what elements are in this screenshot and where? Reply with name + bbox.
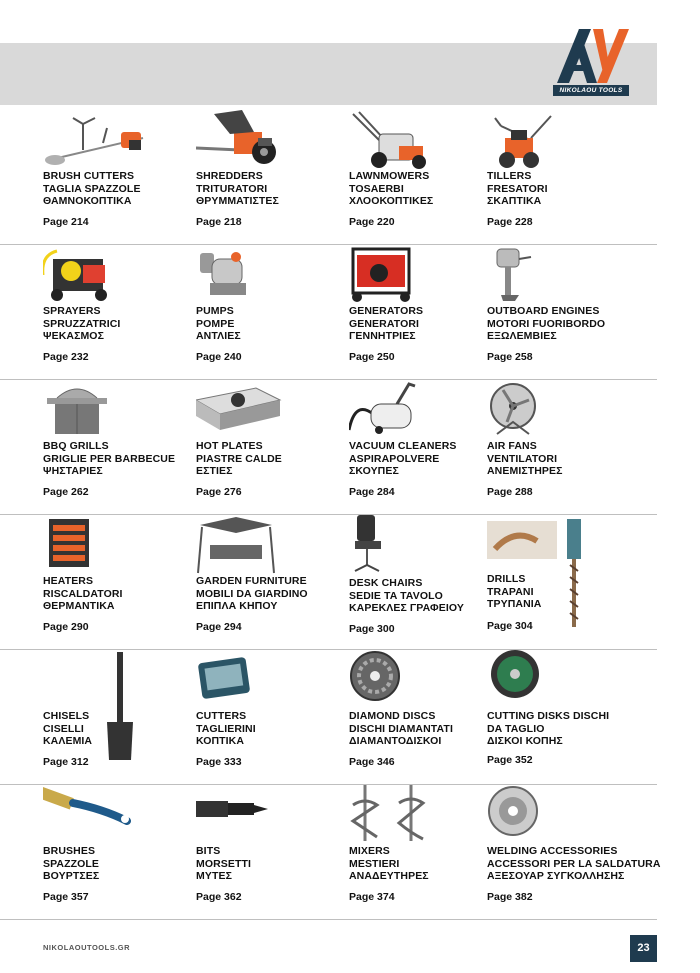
category-names — [487, 845, 667, 883]
name-it: MOBILI DA GIARDINO — [196, 587, 308, 600]
name-it: DISCHI DIAMANTATI — [349, 722, 453, 735]
page-reference: Page 362 — [196, 891, 242, 903]
bbq-grill-icon — [43, 380, 163, 440]
name-gr: ΓΕΝΝΗΤΡΙΕΣ — [349, 330, 416, 343]
name-gr: ΜΥΤΕΣ — [196, 870, 232, 883]
name-gr: ΘΡΥΜΜΑΤΙΣΤΕΣ — [196, 195, 279, 208]
name-it: ACCESSORI PER LA SALDATURA — [487, 857, 661, 870]
page-reference: Page 232 — [43, 351, 89, 363]
name-en: CHISELS — [43, 710, 90, 722]
category-names — [487, 440, 667, 478]
name-en: BRUSHES — [43, 845, 96, 857]
name-it: SPAZZOLE — [43, 857, 100, 870]
name-it: RISCALDATORI — [43, 587, 123, 600]
name-en: BBQ GRILLS — [43, 440, 109, 452]
pump-icon — [196, 245, 316, 305]
name-it: TRAPANI — [487, 585, 534, 598]
name-it: TRITURATORI — [196, 182, 268, 195]
name-it: TOSAERBI — [349, 182, 404, 195]
page-reference: Page 290 — [43, 621, 89, 633]
name-gr: ΒΟΥΡΤΣΕΣ — [43, 870, 100, 883]
name-it: GRIGLIE PER BARBECUE — [43, 452, 176, 465]
name-it: CISELLI — [43, 722, 84, 735]
wire-brush-icon — [43, 785, 163, 845]
page-number-badge: 23 — [630, 935, 657, 962]
garden-swing-icon — [196, 515, 316, 575]
air-fan-icon — [487, 380, 607, 440]
page-reference: Page 382 — [487, 891, 533, 903]
name-gr: ΚΑΛΕΜΙΑ — [43, 735, 93, 748]
name-it: TAGLIA SPAZZOLE — [43, 182, 141, 195]
name-en: GARDEN FURNITURE — [196, 575, 307, 587]
page-reference: Page 214 — [43, 216, 89, 228]
category-row — [0, 380, 657, 515]
name-en: MIXERS — [349, 845, 390, 857]
name-gr: ΨΗΣΤΑΡΙΕΣ — [43, 465, 103, 478]
name-it: GENERATORI — [349, 317, 420, 330]
name-en: SPRAYERS — [43, 305, 101, 317]
footer-website[interactable]: NIKOLAOUTOOLS.GR — [43, 943, 131, 952]
name-it: PIASTRE CALDE — [196, 452, 282, 465]
name-gr: ΑΞΕΣΟΥΑΡ ΣΥΓΚΟΛΛΗΣΗΣ — [487, 870, 625, 883]
name-en: SHREDDERS — [196, 170, 263, 182]
name-en: BITS — [196, 845, 221, 857]
page-reference: Page 357 — [43, 891, 89, 903]
category-row — [0, 785, 661, 920]
name-en: DESK CHAIRS — [349, 577, 423, 589]
name-gr: ΘΑΜΝΟΚΟΠΤΙΚΑ — [43, 195, 132, 208]
name-gr: ΑΝΑΔΕΥΤΗΡΕΣ — [349, 870, 429, 883]
page-reference: Page 312 — [43, 756, 89, 768]
name-it: MESTIERI — [349, 857, 400, 870]
name-en: LAWNMOWERS — [349, 170, 430, 182]
category-row — [0, 650, 657, 785]
name-gr: ΕΞΩΛΕΜΒΙΕΣ — [487, 330, 557, 343]
name-gr: ΑΝΕΜΙΣΤΗΡΕΣ — [487, 465, 563, 478]
name-it: SEDIE TA TAVOLO — [349, 589, 443, 602]
tiller-icon — [487, 110, 607, 170]
cutting-disc-icon — [487, 650, 607, 710]
name-gr: ΕΣΤΙΕΣ — [196, 465, 233, 478]
name-gr: ΣΚΟΥΠΕΣ — [349, 465, 399, 478]
outboard-engine-icon — [487, 245, 607, 305]
sprayer-icon — [43, 245, 163, 305]
page-reference: Page 374 — [349, 891, 395, 903]
category-names — [487, 573, 667, 611]
name-en: DIAMOND DISCS — [349, 710, 436, 722]
name-it: FRESATORI — [487, 182, 548, 195]
name-gr: ΔΙΑΜΑΝΤΟΔΙΣΚΟΙ — [349, 735, 442, 748]
page-reference: Page 300 — [349, 623, 395, 635]
diamond-disc-icon — [349, 650, 469, 710]
name-en: AIR FANS — [487, 440, 537, 452]
name-it: VENTILATORI — [487, 452, 558, 465]
name-en: BRUSH CUTTERS — [43, 170, 135, 182]
name-en: VACUUM CLEANERS — [349, 440, 457, 452]
desk-chair-icon — [349, 515, 469, 575]
category-row — [0, 245, 657, 380]
name-gr: ΕΠΙΠΛΑ ΚΗΠΟΥ — [196, 600, 278, 613]
name-gr: ΚΟΠΤΙΚΑ — [196, 735, 245, 748]
name-en: WELDING ACCESSORIES — [487, 845, 618, 857]
brand-logo — [553, 25, 629, 97]
page-reference: Page 220 — [349, 216, 395, 228]
mixer-paddle-icon — [349, 785, 469, 845]
cutter-set-icon — [196, 650, 316, 710]
name-en: HEATERS — [43, 575, 94, 587]
name-it: SPRUZZATRICI — [43, 317, 121, 330]
name-en: TILLERS — [487, 170, 532, 182]
category-names — [487, 305, 667, 343]
welding-wire-icon — [487, 785, 607, 845]
category-row — [0, 515, 657, 650]
page-reference: Page 284 — [349, 486, 395, 498]
page-reference: Page 304 — [487, 620, 533, 632]
category-names — [487, 710, 667, 748]
category-names — [487, 170, 667, 208]
page-reference: Page 333 — [196, 756, 242, 768]
generator-icon — [349, 245, 469, 305]
page-reference: Page 288 — [487, 486, 533, 498]
page-reference: Page 240 — [196, 351, 242, 363]
logo-mark-icon — [553, 25, 629, 85]
page-reference: Page 294 — [196, 621, 242, 633]
name-en: CUTTERS — [196, 710, 247, 722]
name-gr: ΧΛΟΟΚΟΠΤΙΚΕΣ — [349, 195, 434, 208]
page-reference: Page 250 — [349, 351, 395, 363]
name-en: DRILLS — [487, 573, 526, 585]
screwdriver-bit-icon — [196, 785, 316, 845]
page-reference: Page 276 — [196, 486, 242, 498]
heater-icon — [43, 515, 163, 575]
name-it: TAGLIERINI — [196, 722, 256, 735]
name-en: GENERATORS — [349, 305, 424, 317]
lawnmower-icon — [349, 110, 469, 170]
name-gr: ΨΕΚΑΣΜΟΣ — [43, 330, 104, 343]
name-it: MOTORI FUORIBORDO — [487, 317, 606, 330]
name-it: ASPIRAPOLVERE — [349, 452, 440, 465]
page-reference: Page 218 — [196, 216, 242, 228]
name-en: CUTTING DISKS DISCHI — [487, 710, 610, 722]
name-en: OUTBOARD ENGINES — [487, 305, 600, 317]
name-gr: ΘΕΡΜΑΝΤΙΚΑ — [43, 600, 115, 613]
name-en: HOT PLATES — [196, 440, 263, 452]
page-reference: Page 228 — [487, 216, 533, 228]
category-grid — [0, 110, 661, 920]
name-gr: ΔΙΣΚΟΙ ΚΟΠΗΣ — [487, 735, 563, 748]
brush-cutter-icon — [43, 110, 163, 170]
name-gr: ΤΡΥΠΑΝΙΑ — [487, 598, 542, 611]
category-row — [0, 110, 657, 245]
name-it: POMPE — [196, 317, 235, 330]
shredder-icon — [196, 110, 316, 170]
name-gr: ΣΚΑΠΤΙΚΑ — [487, 195, 542, 208]
vacuum-cleaner-icon — [349, 380, 469, 440]
page-reference: Page 352 — [487, 754, 533, 766]
name-gr: ΑΝΤΛΙΕΣ — [196, 330, 241, 343]
name-gr: ΚΑΡΕΚΛΕΣ ΓΡΑΦΕΙΟΥ — [349, 602, 464, 615]
name-en: PUMPS — [196, 305, 234, 317]
logo-text: NIKOLAOU TOOLS — [553, 85, 629, 96]
page-reference: Page 346 — [349, 756, 395, 768]
hot-plate-icon — [196, 380, 316, 440]
name-it: MORSETTI — [196, 857, 252, 870]
name-it: DA TAGLIO — [487, 722, 545, 735]
page-reference: Page 262 — [43, 486, 89, 498]
page-reference: Page 258 — [487, 351, 533, 363]
